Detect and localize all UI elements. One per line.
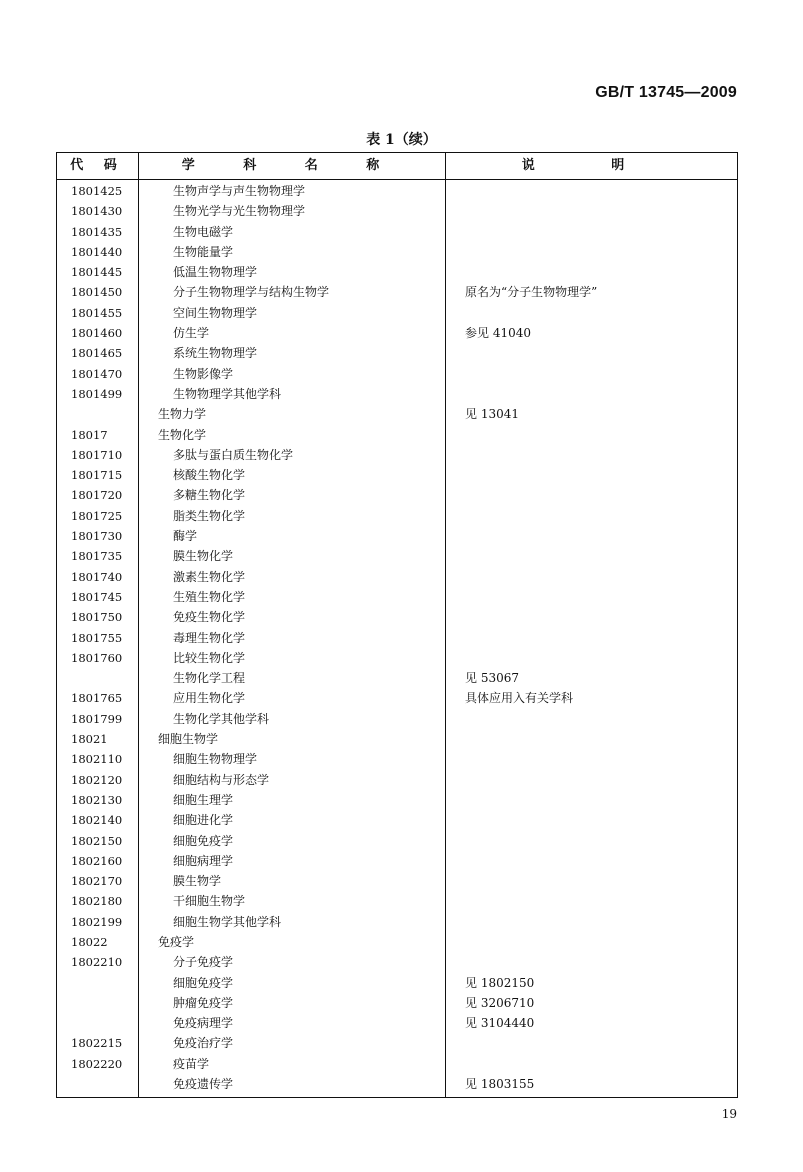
table-row bbox=[57, 222, 737, 242]
table-row bbox=[57, 384, 737, 404]
row-code: 1801760 bbox=[71, 650, 123, 665]
table-row bbox=[57, 567, 737, 587]
header-note: 说 明 bbox=[521, 158, 661, 173]
table-caption: 表 1（续） bbox=[366, 132, 437, 148]
table-row bbox=[57, 425, 737, 445]
table-row bbox=[57, 810, 737, 830]
row-name: 分子免疫学 bbox=[173, 955, 234, 970]
row-name: 低温生物物理学 bbox=[173, 265, 258, 280]
discipline-table bbox=[56, 152, 738, 1098]
row-name: 细胞生理学 bbox=[173, 792, 234, 807]
row-code: 1802120 bbox=[71, 772, 123, 787]
row-name: 酶学 bbox=[173, 529, 198, 544]
row-code: 1801735 bbox=[71, 549, 123, 564]
row-name: 细胞生物学 bbox=[158, 732, 219, 747]
row-name: 核酸生物化学 bbox=[173, 468, 246, 483]
row-code: 1801460 bbox=[71, 326, 123, 341]
row-code: 1801425 bbox=[71, 184, 123, 198]
table-row bbox=[57, 343, 737, 363]
row-name: 细胞免疫学 bbox=[173, 833, 234, 848]
row-name: 系统生物物理学 bbox=[173, 346, 258, 361]
row-code: 1802150 bbox=[71, 833, 123, 848]
row-code: 1801470 bbox=[71, 366, 123, 381]
table-row bbox=[57, 831, 737, 851]
row-name: 生物光学与光生物物理学 bbox=[173, 204, 306, 219]
row-name: 疫苗学 bbox=[173, 1056, 210, 1071]
row-code: 1801725 bbox=[71, 508, 123, 523]
table-row bbox=[57, 242, 737, 262]
row-name: 免疫遗传学 bbox=[173, 1077, 234, 1092]
row-name: 空间生物物理学 bbox=[173, 305, 258, 320]
row-note: 见 53067 bbox=[465, 671, 519, 686]
row-code: 1801755 bbox=[71, 630, 123, 645]
table-row bbox=[57, 364, 737, 384]
row-code: 1801710 bbox=[71, 447, 123, 462]
table-row bbox=[57, 465, 737, 485]
row-name: 毒理生物化学 bbox=[173, 630, 246, 645]
row-name: 仿生学 bbox=[173, 326, 210, 341]
row-name: 生物物理学其他学科 bbox=[173, 386, 282, 401]
row-name: 细胞结构与形态学 bbox=[173, 772, 270, 787]
table-header bbox=[57, 153, 737, 180]
row-code: 1802130 bbox=[71, 792, 123, 807]
table-row bbox=[57, 1074, 737, 1094]
row-code: 1802215 bbox=[71, 1036, 123, 1051]
row-name: 生殖生物化学 bbox=[173, 589, 246, 604]
row-code: 1802160 bbox=[71, 853, 123, 868]
row-name: 细胞生物学其他学科 bbox=[173, 914, 282, 929]
row-code: 1801745 bbox=[71, 589, 123, 604]
row-name: 应用生物化学 bbox=[173, 691, 246, 706]
row-code: 1802180 bbox=[71, 894, 123, 909]
table-row bbox=[57, 932, 737, 952]
table-row bbox=[57, 607, 737, 627]
table-row bbox=[57, 1013, 737, 1033]
row-note: 原名为“分子生物物理学” bbox=[465, 285, 598, 300]
table-row bbox=[57, 526, 737, 546]
row-name: 免疫生物化学 bbox=[173, 610, 246, 625]
row-code: 18017 bbox=[71, 427, 108, 442]
row-code: 1802210 bbox=[71, 955, 123, 970]
table-row bbox=[57, 891, 737, 911]
header-code: 代 码 bbox=[70, 158, 125, 173]
row-code: 1801765 bbox=[71, 691, 123, 706]
table-row bbox=[57, 587, 737, 607]
row-name: 免疫学 bbox=[158, 934, 195, 949]
row-name: 细胞进化学 bbox=[173, 813, 234, 828]
table-row bbox=[57, 1033, 737, 1053]
table-row bbox=[57, 445, 737, 465]
row-code: 1801715 bbox=[71, 468, 123, 483]
row-name: 生物化学工程 bbox=[173, 671, 246, 686]
row-code: 1801740 bbox=[71, 569, 123, 584]
table-body bbox=[57, 181, 737, 1094]
row-code: 1801465 bbox=[71, 346, 123, 361]
row-code: 1801720 bbox=[71, 488, 123, 503]
row-note: 见 13041 bbox=[465, 407, 519, 422]
table-row bbox=[57, 485, 737, 505]
row-note: 见 1802150 bbox=[465, 975, 535, 990]
row-note: 见 1803155 bbox=[465, 1077, 535, 1092]
row-name: 激素生物化学 bbox=[173, 569, 246, 584]
row-code: 1801430 bbox=[71, 204, 123, 219]
table-row bbox=[57, 668, 737, 688]
row-name: 生物声学与声生物物理学 bbox=[173, 184, 306, 198]
row-name: 分子生物物理学与结构生物学 bbox=[173, 285, 330, 300]
row-note: 见 3104440 bbox=[465, 1016, 535, 1031]
table-row bbox=[57, 323, 737, 343]
table-row bbox=[57, 688, 737, 708]
table-row bbox=[57, 506, 737, 526]
table-row bbox=[57, 303, 737, 323]
row-code: 1801435 bbox=[71, 224, 123, 239]
row-code: 1801440 bbox=[71, 244, 123, 259]
table-row bbox=[57, 871, 737, 891]
row-name: 多肽与蛋白质生物化学 bbox=[173, 447, 294, 462]
row-note: 见 3206710 bbox=[465, 995, 535, 1010]
row-code: 1801799 bbox=[71, 711, 123, 726]
row-name: 免疫病理学 bbox=[173, 1016, 234, 1031]
table-row bbox=[57, 749, 737, 769]
table-row bbox=[57, 729, 737, 749]
row-code: 1801455 bbox=[71, 305, 123, 320]
row-code: 1801450 bbox=[71, 285, 123, 300]
table-row bbox=[57, 181, 737, 201]
table-row bbox=[57, 201, 737, 221]
row-name: 膜生物化学 bbox=[173, 549, 234, 564]
row-code: 1802140 bbox=[71, 813, 123, 828]
table-row bbox=[57, 404, 737, 424]
table-row bbox=[57, 973, 737, 993]
table-row bbox=[57, 282, 737, 302]
table-row bbox=[57, 770, 737, 790]
row-note: 参见 41040 bbox=[465, 326, 531, 341]
row-name: 生物力学 bbox=[158, 407, 207, 422]
table-row bbox=[57, 993, 737, 1013]
row-code: 1801499 bbox=[71, 386, 123, 401]
row-name: 细胞病理学 bbox=[173, 853, 234, 868]
row-code: 1801750 bbox=[71, 610, 123, 625]
table-row bbox=[57, 790, 737, 810]
row-name: 比较生物化学 bbox=[173, 650, 246, 665]
row-code: 1801730 bbox=[71, 529, 123, 544]
row-name: 细胞生物物理学 bbox=[173, 752, 258, 767]
row-code: 18022 bbox=[71, 934, 108, 949]
row-name: 膜生物学 bbox=[173, 874, 222, 889]
table-row bbox=[57, 851, 737, 871]
row-code: 1802110 bbox=[71, 752, 123, 767]
table-row bbox=[57, 628, 737, 648]
row-name: 免疫治疗学 bbox=[173, 1036, 234, 1051]
standard-number: GB/T 13745—2009 bbox=[595, 84, 737, 101]
table-row bbox=[57, 648, 737, 668]
row-name: 多糖生物化学 bbox=[173, 488, 246, 503]
row-name: 生物能量学 bbox=[173, 244, 234, 259]
table-row bbox=[57, 709, 737, 729]
row-name: 干细胞生物学 bbox=[173, 894, 246, 909]
table-row bbox=[57, 546, 737, 566]
row-note: 具体应用入有关学科 bbox=[465, 691, 574, 706]
row-name: 生物化学其他学科 bbox=[173, 711, 270, 726]
header-name: 学 科 名 称 bbox=[181, 158, 402, 173]
page-number: 19 bbox=[721, 1107, 737, 1121]
table-row bbox=[57, 262, 737, 282]
table-row bbox=[57, 1054, 737, 1074]
row-code: 1802199 bbox=[71, 914, 123, 929]
row-name: 生物化学 bbox=[158, 427, 207, 442]
row-code: 1802220 bbox=[71, 1056, 123, 1071]
row-code: 18021 bbox=[71, 732, 108, 747]
row-name: 细胞免疫学 bbox=[173, 975, 234, 990]
row-name: 脂类生物化学 bbox=[173, 508, 246, 523]
row-name: 肿瘤免疫学 bbox=[173, 995, 234, 1010]
row-code: 1802170 bbox=[71, 874, 123, 889]
row-name: 生物影像学 bbox=[173, 366, 234, 381]
table-row bbox=[57, 952, 737, 972]
row-code: 1801445 bbox=[71, 265, 123, 280]
table-row bbox=[57, 912, 737, 932]
row-name: 生物电磁学 bbox=[173, 224, 234, 239]
